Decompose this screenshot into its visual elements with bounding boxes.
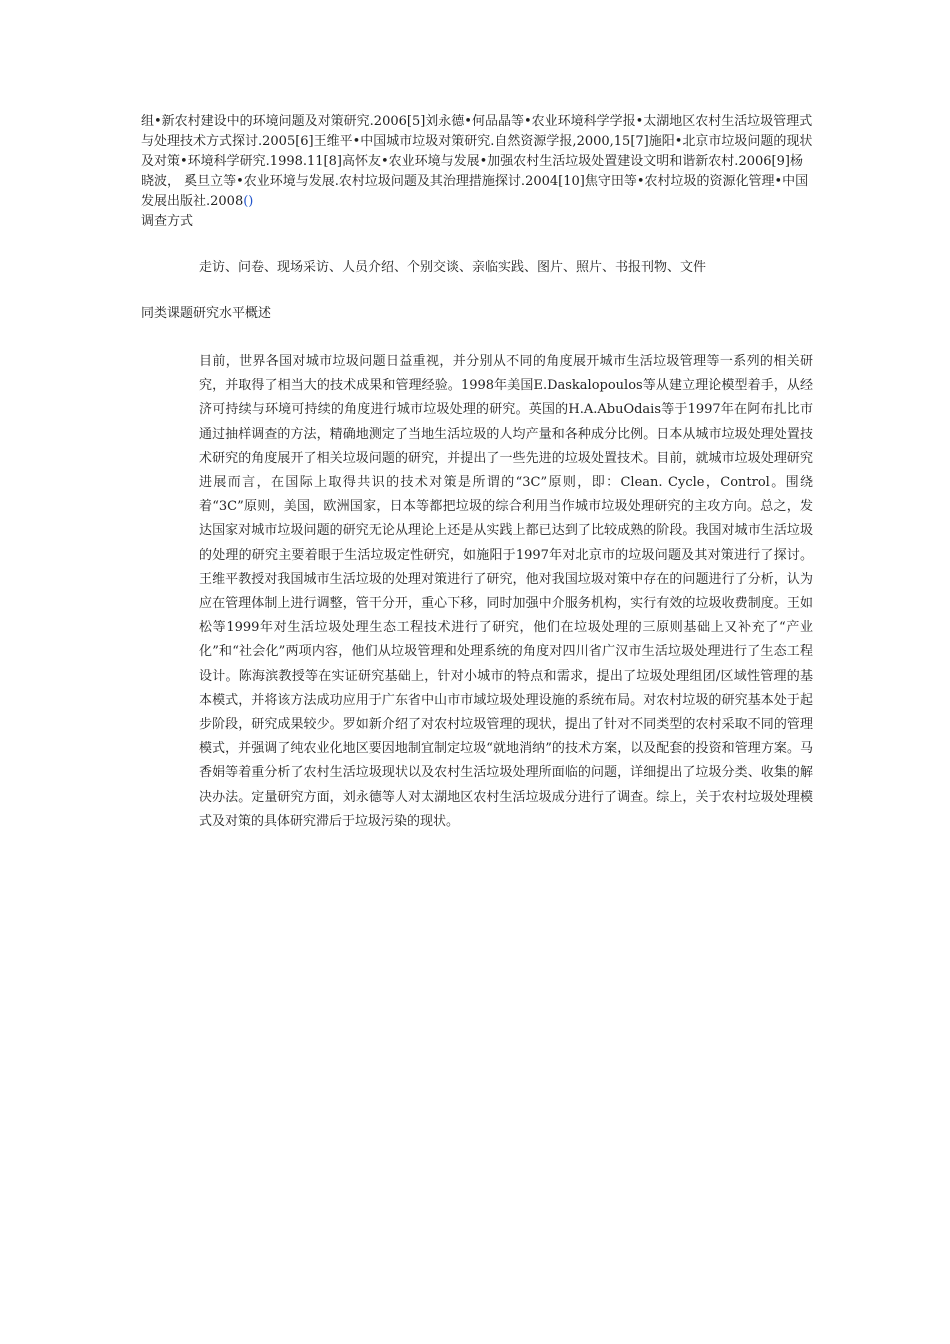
research-level-heading: 同类课题研究水平概述 (141, 306, 272, 321)
survey-method-heading: 调查方式 (141, 214, 194, 229)
research-level-paragraph: 目前，世界各国对城市垃圾问题日益重视，并分别从不同的角度展开城市生活垃圾管理等一系列的相关研究，并取得了相当大的技术成果和管理经验。1998年美国E.Daskalopoulos等从建立理论模型着手，从经济可持续与环境可持续的角度进行城市垃圾处理的研究。英国的H.A.AbuOdais等于1997年在阿布扎比市通过抽样调查的方法，精确地测定了当地生活垃圾的人均产量和各种成分比例。日本从城市垃圾处理处置技术研究的角度展开了相关垃圾问题的研究，并提出了一些先进的垃圾处置技术。目前，就城市垃圾处理研究进展而言，在国际上取得共识的技术对策是所谓的“3C”原则，即：Clean. Cycle，Control。围绕着“3C”原则，美国，欧洲国家，日本等都把垃圾的综合利用当作城市垃圾处理研究的主攻方向。总之，发达国家对城市垃圾问题的研究无论从理论上还是从实践上都已达到了比较成熟的阶段。我国对城市生活垃圾的处理的研究主要着眼于生活垃圾定性研究，如施阳于1997年对北京市的垃圾问题及其对策进行了探讨。王维平教授对我国城市生活垃圾的处理对策进行了研究，他对我国垃圾对策中存在的问题进行了分析，认为应在管理体制上进行调整，管干分开，重心下移，同时加强中介服务机构，实行有效的垃圾收费制度。王如松等1999年对生活垃圾处理生态工程技术进行了研究，他们在垃圾处理的三原则基础上又补充了“产业化”和“社会化”两项内容，他们从垃圾管理和处理系统的角度对四川省广汉市生活垃圾处理进行了生态工程设计。陈海滨教授等在实证研究基础上，针对小城市的特点和需求，提出了垃圾处理组团/区域性管理的基本模式，并将该方法成功应用于广东省中山市市域垃圾处理设施的系统布局。对农村垃圾的研究基本处于起步阶段，研究成果较少。罗如新介绍了对农村垃圾管理的现状，提出了针对不同类型的农村采取不同的管理模式，并强调了纯农业化地区要因地制宜制定垃圾“就地消纳”的技术方案，以及配套的投资和管理方案。马香娟等着重分析了农村生活垃圾现状以及农村生活垃圾处理所面临的问题，详细提出了垃圾分类、收集的解决办法。定量研究方面，刘永德等人对太湖地区农村生活垃圾成分进行了调查。综上，关于农村垃圾处理模式及对策的具体研究滞后于垃圾污染的现状。 (199, 354, 813, 829)
references-link-parens[interactable]: () (243, 194, 254, 209)
references-text: 组•新农村建设中的环境问题及对策研究.2006[5]刘永德•何品晶等•农业环境科学学报•太湖地区农村生活垃圾管理式与处理技术方式探讨.2005[6]王维平•中国城市垃圾对策研究.自然资源学报,2000,15[7]施阳•北京市垃圾问题的现状及对策•环境科学研究.1998.11[8]高怀友•农业环境与发展•加强农村生活垃圾处置建设文明和谐新农村.2006[9]杨晓波， 奚旦立等•农业环境与发展.农村垃圾问题及其治理措施探讨.2004[10]焦守田等•农村垃圾的资源化管理•中国发展出版社.2008 (141, 114, 813, 209)
references-paragraph (141, 112, 813, 212)
survey-methods-list: 走访、问卷、现场采访、人员介绍、个别交谈、亲临实践、图片、照片、书报刊物、文件 (199, 260, 707, 275)
